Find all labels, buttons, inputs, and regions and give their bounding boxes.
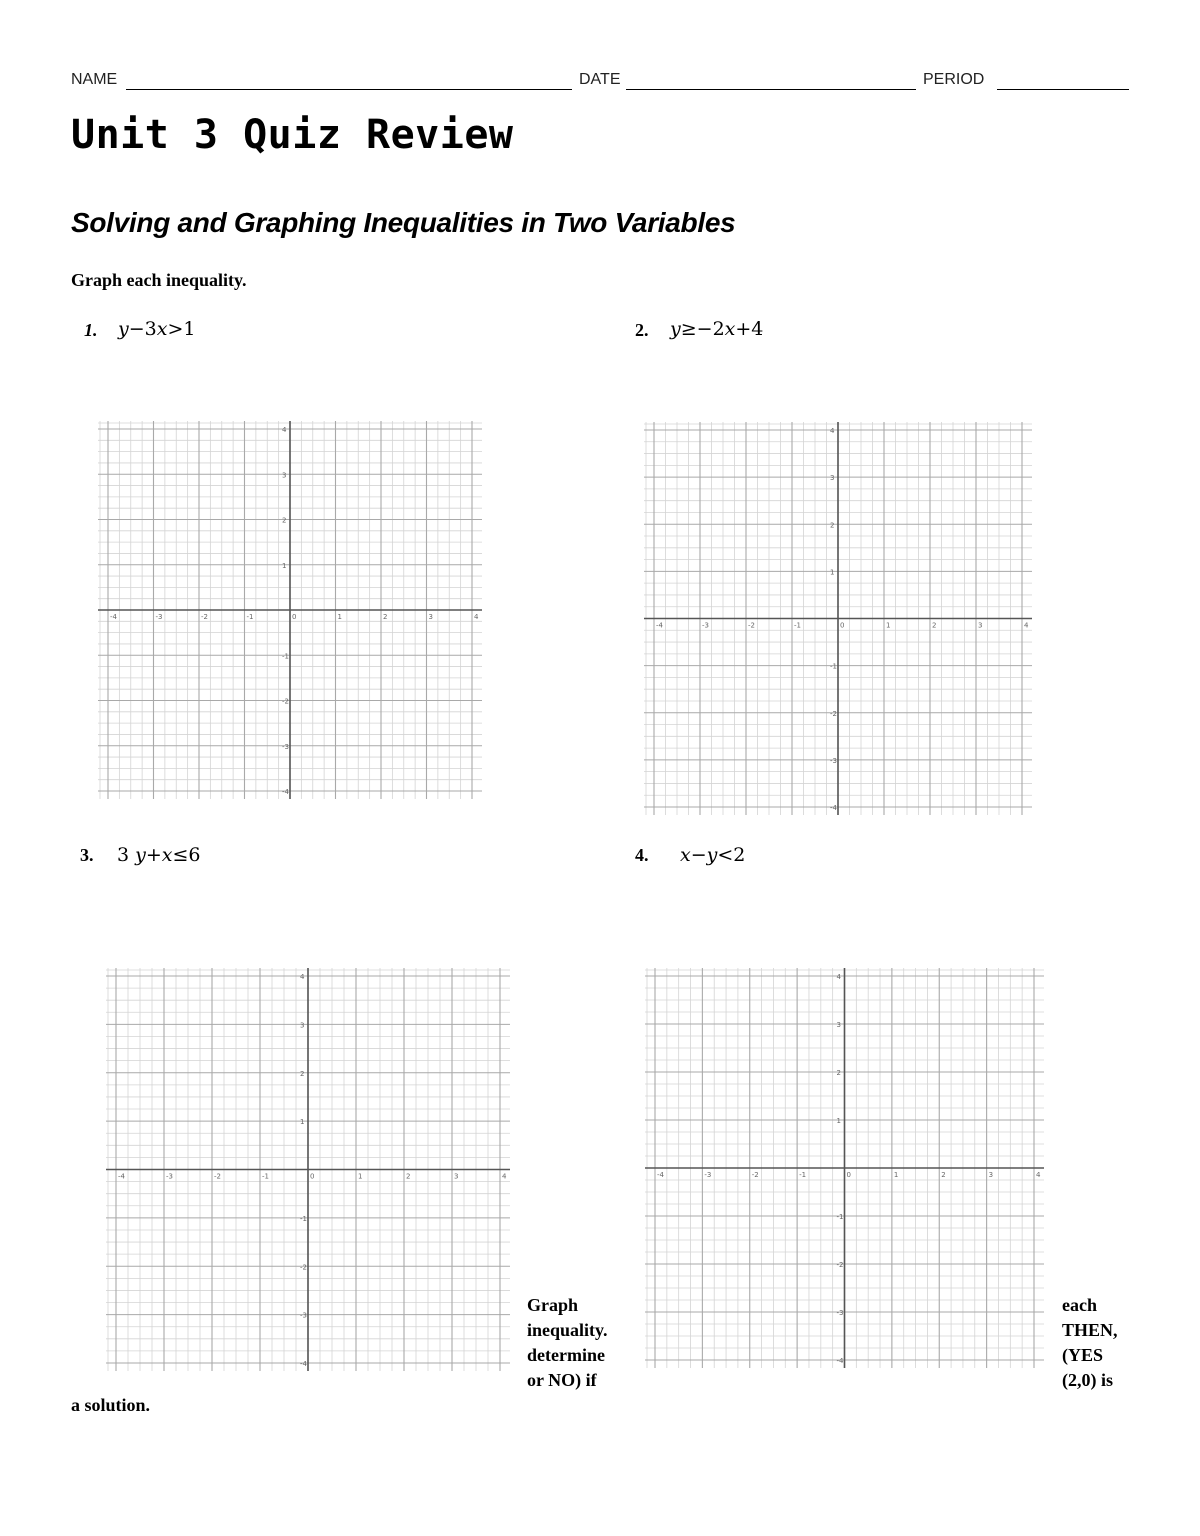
x-tick-label: 1 (893, 1171, 899, 1179)
y-tick-label: 4 (282, 426, 287, 434)
x-tick-label: 4 (1036, 1171, 1041, 1179)
grid-svg (98, 421, 482, 799)
problem-4-number: 4. (635, 845, 649, 865)
footer-last-line: a solution. (71, 1395, 151, 1415)
y-tick-label: 3 (282, 471, 287, 480)
y-tick-label: 1 (836, 1117, 841, 1125)
problem-3-equation: 3 y+x≤6 (117, 844, 201, 866)
y-tick-label: -2 (836, 1261, 844, 1269)
y-tick-label: 4 (300, 973, 305, 981)
y-tick-label: -3 (300, 1311, 307, 1320)
x-tick-label: 0 (846, 1171, 851, 1179)
y-tick-label: -4 (282, 788, 289, 796)
x-tick-label: 4 (502, 1172, 507, 1181)
x-tick-label: -4 (657, 1171, 664, 1179)
x-tick-label: 2 (383, 613, 388, 621)
x-tick-label: -2 (748, 621, 755, 630)
x-tick-label: 1 (886, 621, 891, 630)
x-tick-label: 0 (840, 621, 845, 630)
y-tick-label: 2 (830, 521, 835, 530)
x-tick-label: 4 (1024, 621, 1029, 630)
date-label: DATE (579, 71, 621, 88)
x-tick-label: 1 (337, 613, 342, 621)
x-tick-label: 4 (474, 613, 479, 621)
grid-svg (644, 422, 1032, 815)
x-tick-label: -2 (214, 1172, 221, 1181)
date-field[interactable] (626, 89, 916, 90)
y-tick-label: 1 (830, 568, 835, 577)
y-tick-label: 1 (300, 1118, 305, 1127)
y-tick-label: -1 (300, 1214, 307, 1223)
problem-1-equation: y−3x>1 (118, 318, 196, 340)
x-tick-label: -1 (246, 613, 254, 621)
y-tick-label: 2 (836, 1069, 841, 1077)
x-tick-label: 1 (358, 1172, 363, 1181)
y-tick-label: 2 (282, 516, 287, 525)
coordinate-grid-2[interactable] (644, 422, 1032, 815)
y-tick-label: -3 (282, 742, 289, 751)
problem-1-number: 1. (84, 320, 98, 340)
y-tick-label: 3 (830, 474, 835, 483)
x-tick-label: 0 (292, 613, 297, 621)
x-tick-label: 3 (454, 1172, 459, 1181)
y-tick-label: -4 (836, 1357, 844, 1365)
grid-svg (106, 968, 510, 1371)
x-tick-label: -4 (118, 1172, 125, 1181)
name-field[interactable] (126, 89, 572, 90)
y-tick-label: -2 (830, 709, 837, 718)
problem-2-equation: y≥−2x+4 (670, 318, 764, 340)
x-tick-label: 2 (941, 1171, 946, 1179)
x-tick-label: -3 (166, 1172, 173, 1181)
x-tick-label: 2 (406, 1172, 411, 1181)
x-tick-label: 3 (978, 621, 983, 630)
x-tick-label: -3 (704, 1171, 712, 1179)
x-tick-label: -3 (702, 621, 709, 630)
y-tick-label: -3 (836, 1309, 844, 1317)
coordinate-grid-3[interactable] (106, 968, 510, 1371)
coordinate-grid-1[interactable] (98, 421, 482, 799)
y-tick-label: 1 (282, 561, 287, 570)
x-tick-label: -3 (155, 613, 163, 621)
x-tick-label: -4 (656, 621, 663, 630)
period-field[interactable] (997, 89, 1129, 90)
y-tick-label: 3 (836, 1021, 841, 1029)
x-tick-label: 0 (310, 1172, 315, 1181)
y-tick-label: 4 (830, 427, 835, 435)
problem-2-number: 2. (635, 320, 649, 340)
y-tick-label: 3 (300, 1021, 305, 1030)
x-tick-label: -4 (110, 613, 117, 621)
y-tick-label: 2 (300, 1069, 305, 1078)
y-tick-label: -4 (830, 804, 837, 812)
grid-svg (645, 968, 1044, 1368)
x-tick-label: 2 (932, 621, 937, 630)
x-tick-label: 3 (988, 1171, 994, 1179)
coordinate-grid-4[interactable] (645, 968, 1044, 1368)
page-title: Unit 3 Quiz Review (71, 112, 514, 158)
x-tick-label: -1 (262, 1172, 269, 1181)
name-label: NAME (71, 71, 118, 88)
y-tick-label: -4 (300, 1360, 307, 1368)
y-tick-label: -3 (830, 756, 837, 765)
problem-3-number: 3. (80, 845, 94, 865)
instruction-text: Graph each inequality. (71, 270, 247, 290)
y-tick-label: -1 (836, 1213, 844, 1221)
y-tick-label: -1 (830, 662, 837, 671)
x-tick-label: 3 (428, 613, 433, 621)
x-tick-label: -2 (201, 613, 208, 621)
y-tick-label: 4 (836, 973, 841, 981)
y-tick-label: -1 (282, 652, 289, 661)
footer-right-column: each THEN, (YES (2,0) is (1062, 1295, 1118, 1390)
y-tick-label: -2 (282, 697, 289, 706)
footer-left-column: Graph inequality. determine or NO) if (527, 1295, 608, 1390)
page-subtitle: Solving and Graphing Inequalities in Two Variables (71, 207, 736, 238)
x-tick-label: -2 (751, 1171, 759, 1179)
problem-4-equation: x−y<2 (680, 844, 746, 866)
x-tick-label: -1 (794, 621, 801, 630)
y-tick-label: -2 (300, 1263, 307, 1272)
period-label: PERIOD (923, 71, 985, 88)
x-tick-label: -1 (799, 1171, 807, 1179)
